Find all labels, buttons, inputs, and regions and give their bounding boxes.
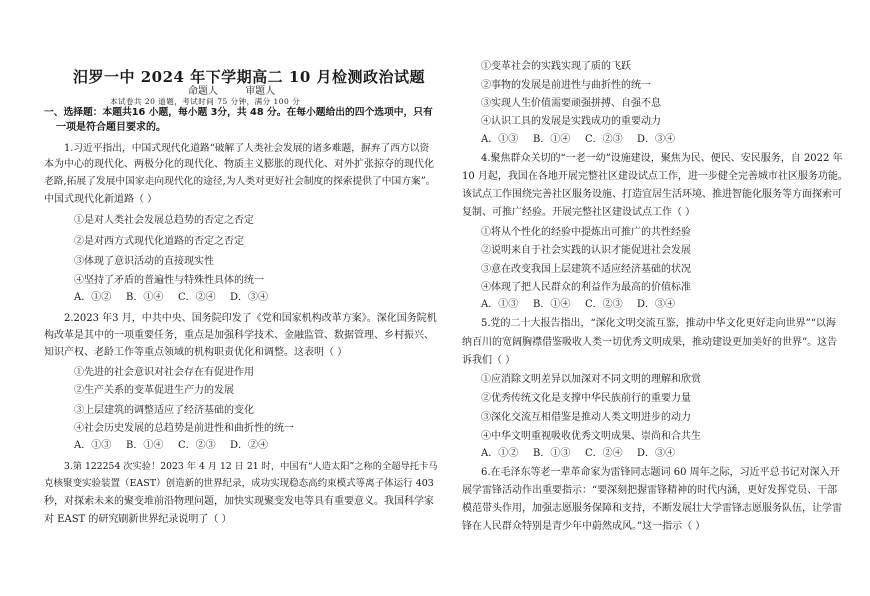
q3-line: 秒，对探索未来的聚变堆前沿物理问题，加快实现聚变发电等具有重要意义。我国科学家 <box>44 496 434 507</box>
q4-line: 复制、可推广经验。开展完整社区建设试点工作（ ） <box>462 207 696 218</box>
author1-label: 命题人 <box>188 86 218 97</box>
q4-choice-c[interactable]: C．②③ <box>585 299 623 310</box>
q2-choices <box>74 439 282 452</box>
q6-line: 锋在人民群众特别是青少年中蔚然成风。”这一指示（ ） <box>462 521 706 532</box>
q2-option: ②生产关系的变革促进生产力的发展 <box>74 385 234 396</box>
q2-choice-b[interactable]: B．①④ <box>126 440 164 451</box>
q1-choice-d[interactable]: D．③④ <box>230 292 269 303</box>
q2-choice-c[interactable]: C．②③ <box>178 440 216 451</box>
q5-line: 诉我们（ ） <box>462 355 516 366</box>
q1-choice-b[interactable]: B．①④ <box>126 292 164 303</box>
q4-choice-a[interactable]: A．①③ <box>481 299 519 310</box>
q5-option: ④中华文明重视吸收优秀文明成果、崇尚和合共生 <box>481 431 701 442</box>
q5-choice-b[interactable]: B．①③ <box>533 448 571 459</box>
q2-option: ③上层建筑的调整适应了经济基础的变化 <box>74 405 254 416</box>
q4-line: 10 月起，我国在各地开展完整社区建设试点工作，进一步健全完善城市社区服务功能。 <box>462 171 848 182</box>
q3-option: ②事物的发展是前进性与曲折性的统一 <box>481 80 651 91</box>
q5-choice-a[interactable]: A．①② <box>481 448 519 459</box>
q1-choices <box>74 291 282 304</box>
author-line <box>188 82 299 97</box>
q1-line: 中国式现代化新道路（ ） <box>44 194 158 205</box>
exam-note: 本试卷共 20 道题，考试时间 75 分钟，满分 100 分 <box>110 97 301 106</box>
q5-choice-d[interactable]: D．③④ <box>637 448 676 459</box>
q3-option: ④认识工具的发展是实践成功的重要动力 <box>481 116 661 127</box>
q5-option: ①应消除文明差异以加深对不同文明的理解和欣赏 <box>481 374 701 385</box>
q1-choice-c[interactable]: C．②④ <box>178 292 216 303</box>
q2-choice-a[interactable]: A．①③ <box>74 440 112 451</box>
q4-choice-d[interactable]: D．③④ <box>637 299 676 310</box>
q1-line: 本为中心的现代化、两极分化的现代化、物质主义膨胀的现代化、对外扩张掠夺的现代化 <box>44 159 434 170</box>
q5-option: ③深化交流互相借鉴是推动人类文明进步的动力 <box>481 412 691 423</box>
q1-choice-a[interactable]: A．①② <box>74 292 112 303</box>
q3-option: ③实现人生价值需要顽强拼搏、自强不息 <box>481 98 661 109</box>
q5-option: ②优秀传统文化是支撑中华民族前行的重要力量 <box>481 393 691 404</box>
q3-option: ①变革社会的实践实现了质的飞跃 <box>481 61 631 72</box>
q3-choice-b[interactable]: B．①④ <box>533 134 571 145</box>
q1-option: ④坚持了矛盾的普遍性与特殊性具体的统一 <box>74 275 264 286</box>
q3-choices <box>481 133 689 146</box>
q4-choice-b[interactable]: B．①④ <box>533 299 571 310</box>
q5-line: 5.党的二十大报告指出，“深化文明交流互鉴，推动中华文化更好走向世界”“以海 <box>481 318 836 329</box>
q1-option: ②是对西方式现代化道路的否定之否定 <box>74 236 244 247</box>
q4-option: ①将从个性化的经验中提炼出可推广的共性经验 <box>481 227 691 238</box>
q2-line: 2.2023 年3 月，中共中央、国务院印发了《党和国家机构改革方案》。深化国务院机 <box>64 313 437 324</box>
q1-option: ③体现了意识活动的直接现实性 <box>74 256 214 267</box>
author2-label: 审题人 <box>245 86 276 97</box>
q3-choice-a[interactable]: A．①③ <box>481 134 519 145</box>
q5-choice-c[interactable]: C．②④ <box>585 448 623 459</box>
q3-choice-d[interactable]: D．③④ <box>637 134 676 145</box>
q6-line: 展学雷锋活动作出重要指示：“要深刻把握雷锋精神的时代内涵，更好发挥党员、干部 <box>462 485 838 496</box>
q2-choice-d[interactable]: D．②④ <box>230 440 269 451</box>
q5-line: 纳百川的宽阔胸襟借鉴吸收人类一切优秀文明成果，推动建设更加美好的世界”。这告 <box>462 337 838 348</box>
q2-option: ④社会历史发展的总趋势是前进性和曲折性的统一 <box>74 423 294 434</box>
q3-line: 3.第 122254 次实验！2023 年 4 月 12 日 21 时，中国有“人造太阳”之称的全超导托卡马 <box>64 461 438 472</box>
q4-line: 该试点工作围绕完善社区服务设施、打造宜居生活环境、推进智能化服务等方面探索可 <box>462 189 842 200</box>
q6-line: 6.在毛泽东等老一辈革命家为雷锋同志题词 60 周年之际，习近平总书记对深入开 <box>481 467 840 478</box>
q4-line: 4.聚焦群众关切的“一老一幼”设施建设，聚焦为民、便民、安民服务，自 2022 年 <box>481 153 843 164</box>
q4-choices <box>481 298 689 311</box>
q5-choices <box>481 447 689 460</box>
q4-option: ②说明来自于社会实践的认识才能促进社会发展 <box>481 245 691 256</box>
q6-line: 模范带头作用，加强志愿服务保障和支持，不断发展壮大学雷锋志愿服务队伍，让学雷 <box>462 503 842 514</box>
q2-line: 知识产权、老龄工作等重点领域的机构职责优化和调整。这表明（ ） <box>44 347 348 358</box>
page-title: 汨罗一中 2024 年下学期高二 10 月检测政治试题 <box>72 68 425 86</box>
q2-line: 构改革是其中的一项重要任务，重点是加强科学技术、金融监管、数据管理、乡村振兴、 <box>44 330 434 341</box>
q4-option: ③意在改变我国上层建筑不适应经济基础的状况 <box>481 264 691 275</box>
q3-line: 对 EAST 的研究刷新世界纪录说明了（ ） <box>44 514 232 525</box>
q3-choice-c[interactable]: C．②③ <box>585 134 623 145</box>
q2-option: ①先进的社会意识对社会存在有促进作用 <box>74 367 254 378</box>
q1-line: 老路,拓展了发展中国家走向现代化的途径,为人类对更好社会制度的探索提供了中国方案”。 <box>44 176 436 187</box>
q1-option: ①是对人类社会发展总趋势的否定之否定 <box>74 215 254 226</box>
q1-line: 1.习近平指出，中国式现代化道路“破解了人类社会发展的诸多难题，摒弃了西方以资 <box>64 143 430 154</box>
section-heading-cont: 一项是符合题目要求的。 <box>56 122 166 133</box>
q4-option: ④体现了把人民群众的利益作为最高的价值标准 <box>481 282 691 293</box>
q3-line: 克核聚变实验装置（EAST）创造新的世界纪录，成功实现稳态高约束模式等离子体运行 403 <box>44 478 434 489</box>
section-heading: 一、选择题：本题共16 小题，每小题 3分，共 48 分。在每小题给出的四个选项中，只有 <box>44 107 433 118</box>
